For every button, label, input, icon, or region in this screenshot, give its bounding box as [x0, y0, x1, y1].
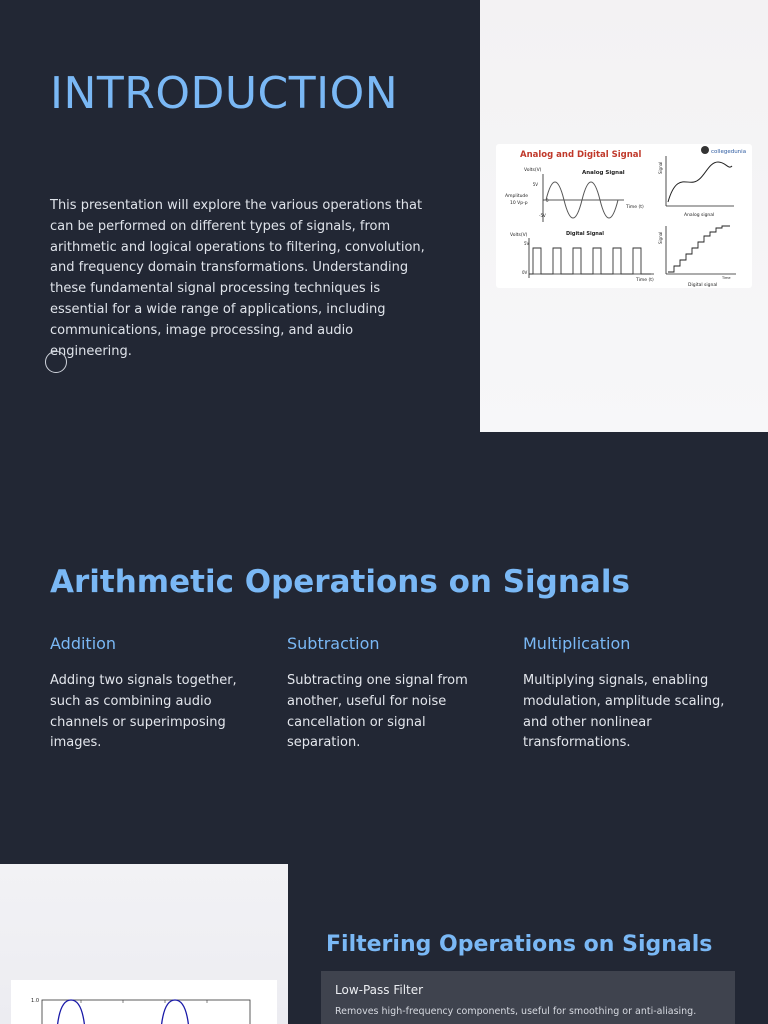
- plus5-label: 5V: [532, 182, 538, 187]
- plot-y-tick: 1.0: [31, 998, 39, 1004]
- low-pass-filter-text: Removes high-frequency components, useful for smoothing or anti-aliasing.: [335, 1006, 697, 1017]
- brand-label: collegedunia: [711, 149, 747, 155]
- digital-wave: [529, 248, 651, 274]
- multiplication-heading: Multiplication: [523, 634, 631, 653]
- multiplication-column: [523, 634, 733, 754]
- analog-curve: [668, 162, 732, 202]
- signal-axis-label: Signal: [658, 161, 663, 174]
- volts-label: Volts(V): [524, 168, 542, 173]
- zero-v-label: 0V: [522, 270, 528, 275]
- cursor-indicator: [45, 351, 67, 373]
- brand-logo-icon: [701, 146, 709, 154]
- amplitude-label: Amplitude: [505, 194, 529, 199]
- digital-staircase: [668, 226, 730, 272]
- arithmetic-title: Arithmetic Operations on Signals: [50, 564, 630, 600]
- analog-caption: Analog signal: [684, 213, 715, 218]
- subtraction-text: Subtracting one signal from another, useful for noise cancellation or signal separation.: [287, 673, 468, 751]
- addition-column: [50, 634, 250, 754]
- zero-label: 0: [546, 198, 549, 203]
- addition-text: Adding two signals together, such as combining audio channels or superimposing images.: [50, 673, 237, 751]
- subtraction-heading: Subtraction: [287, 634, 380, 653]
- subtraction-column: [287, 634, 487, 754]
- addition-heading: Addition: [50, 634, 117, 653]
- low-pass-filter-card: [321, 971, 735, 1024]
- time-axis-label: Time: [722, 276, 731, 280]
- sine-wave: [57, 1000, 189, 1024]
- digital-label: Digital Signal: [566, 231, 604, 237]
- analog-label: Analog Signal: [582, 170, 625, 176]
- time-label: Time (t): [626, 205, 644, 210]
- sine-plot-image: [11, 980, 277, 1024]
- intro-title: INTRODUCTION: [50, 68, 399, 119]
- signal-image-title: Analog and Digital Signal: [520, 150, 642, 160]
- low-pass-filter-heading: Low-Pass Filter: [335, 983, 424, 997]
- volts-label-2: Volts(V): [510, 233, 528, 238]
- time-label-2: Time (t): [636, 278, 654, 283]
- analog-digital-signal-image: [496, 144, 752, 288]
- intro-text: This presentation will explore the various operations that can be performed on different types of signals, from arithmetic and logical operations to filtering, convolution, and frequency domain transformations. Understanding these fundamental signal processing techniques is essential for a wide range of applications, including communications, image processing, and audio engineering.: [50, 198, 425, 359]
- digital-caption: Digital signal: [688, 283, 718, 288]
- multiplication-text: Multiplying signals, enabling modulation, amplitude scaling, and other nonlinear transformations.: [523, 673, 725, 751]
- amplitude-value: 10 Vp-p: [510, 201, 528, 206]
- five-v-label: 5V: [524, 241, 530, 246]
- minus5-label: -5V: [539, 213, 546, 218]
- signal-axis-label-2: Signal: [658, 231, 663, 244]
- filtering-title: Filtering Operations on Signals: [326, 932, 713, 957]
